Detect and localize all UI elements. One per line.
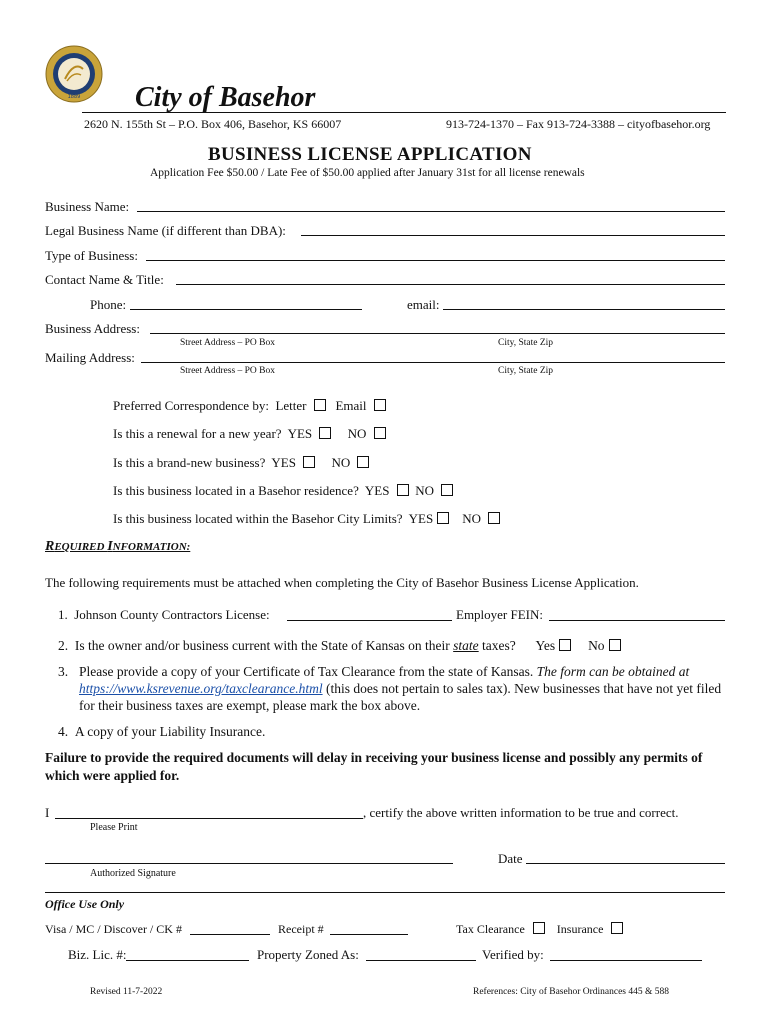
liability-insurance-text: A copy of your Liability Insurance. bbox=[74, 724, 266, 739]
visa-label: Visa / MC / Discover / CK # bbox=[45, 922, 182, 936]
phone-field[interactable] bbox=[130, 309, 362, 310]
tax-clearance-text: Please provide a copy of your Certificate of Tax Clearance from the state of Kansas. bbox=[79, 664, 534, 679]
email-field[interactable] bbox=[443, 309, 725, 310]
contractors-license-label: Johnson County Contractors License: bbox=[74, 607, 270, 622]
receipt-field[interactable] bbox=[330, 934, 408, 935]
signature-field[interactable] bbox=[45, 863, 453, 864]
svg-text:1889: 1889 bbox=[67, 94, 81, 100]
residence-yes-label: YES bbox=[364, 483, 390, 498]
correspondence-row bbox=[113, 398, 386, 414]
tax-clearance-office-label: Tax Clearance bbox=[456, 922, 525, 936]
residence-no-checkbox[interactable] bbox=[441, 484, 453, 496]
tax-clearance-link[interactable]: https://www.ksrevenue.org/taxclearance.html bbox=[79, 681, 323, 696]
city-seal-logo bbox=[45, 45, 103, 103]
date-label: Date bbox=[498, 851, 523, 866]
email-checkbox[interactable] bbox=[374, 399, 386, 411]
tax-clearance-italic: The form can be obtained at bbox=[536, 664, 690, 679]
brand-new-no-label: NO bbox=[331, 455, 351, 470]
state-tax-yes-label: Yes bbox=[535, 638, 556, 653]
state-tax-question: Is the owner and/or business current with the State of Kansas on their bbox=[74, 638, 450, 653]
authorized-signature-label: Authorized Signature bbox=[90, 868, 176, 879]
req-item-1: 1. Johnson County Contractors License: bbox=[58, 607, 270, 622]
zoned-field[interactable] bbox=[366, 960, 476, 961]
renewal-row bbox=[113, 426, 386, 442]
req-item-4: 4. A copy of your Liability Insurance. bbox=[58, 724, 266, 739]
city-limits-row bbox=[113, 511, 500, 527]
office-use-heading: Office Use Only bbox=[45, 897, 125, 911]
renewal-yes-checkbox[interactable] bbox=[319, 427, 331, 439]
certify-statement: , certify the above written information to be true and correct. bbox=[363, 805, 679, 820]
heading-rest-2: NFORMATION: bbox=[112, 541, 191, 553]
fee-note: Application Fee $50.00 / Late Fee of $50.00 applied after January 31st for all license renewals bbox=[150, 167, 585, 179]
req-item-2: 2. Is the owner and/or business current with the State of Kansas on their state taxes? Yes No bbox=[58, 637, 621, 654]
contact-name-label: Contact Name & Title: bbox=[45, 272, 164, 287]
brand-new-row bbox=[113, 455, 369, 471]
renewal-question: Is this a renewal for a new year? bbox=[113, 426, 282, 441]
insurance-office-label: Insurance bbox=[556, 922, 604, 936]
city-contact: 913-724-1370 – Fax 913-724-3388 – cityofbasehor.org bbox=[446, 117, 711, 131]
certify-i-label: I bbox=[45, 805, 50, 820]
receipt-label: Receipt # bbox=[278, 922, 324, 936]
business-city-hint: City, State Zip bbox=[498, 338, 554, 348]
contact-name-field[interactable] bbox=[176, 284, 725, 285]
legal-name-label: Legal Business Name (if different than DBA): bbox=[45, 223, 286, 238]
type-of-business-field[interactable] bbox=[146, 260, 725, 261]
mailing-address-field[interactable] bbox=[141, 362, 725, 363]
zoned-label: Property Zoned As: bbox=[257, 947, 359, 962]
biz-lic-label: Biz. Lic. #: bbox=[68, 947, 127, 962]
print-name-field[interactable] bbox=[55, 818, 363, 819]
contractors-license-field[interactable] bbox=[287, 620, 452, 621]
visa-field[interactable] bbox=[190, 934, 270, 935]
form-title: BUSINESS LICENSE APPLICATION bbox=[208, 144, 532, 165]
heading-letter-r: R bbox=[45, 539, 55, 554]
biz-lic-field[interactable] bbox=[126, 960, 249, 961]
letter-label: Letter bbox=[275, 398, 307, 413]
renewal-yes-label: YES bbox=[287, 426, 313, 441]
heading-rest-1: EQUIRED bbox=[54, 541, 108, 553]
city-address: 2620 N. 155th St – P.O. Box 406, Basehor, KS 66007 bbox=[84, 117, 342, 131]
tax-clearance-office-row bbox=[456, 922, 623, 937]
city-limits-yes-label: YES bbox=[408, 511, 434, 526]
residence-row bbox=[113, 483, 453, 499]
city-limits-no-label: NO bbox=[462, 511, 481, 526]
residence-question: Is this business located in a Basehor residence? bbox=[113, 483, 359, 498]
employer-fein-label: Employer FEIN: bbox=[456, 607, 544, 622]
revised-date: Revised 11-7-2022 bbox=[90, 987, 163, 997]
verified-field[interactable] bbox=[550, 960, 702, 961]
residence-no-label: NO bbox=[415, 483, 434, 498]
email-option-label: Email bbox=[335, 398, 367, 413]
date-field[interactable] bbox=[526, 863, 725, 864]
tax-clearance-office-checkbox[interactable] bbox=[533, 922, 545, 934]
state-tax-yes-checkbox[interactable] bbox=[559, 639, 571, 651]
tax-clearance-text-end: (this does not pertain to sales tax). New businesses that have not yet filed for their business taxes are exempt, please mark the box above. bbox=[79, 681, 722, 713]
residence-yes-checkbox[interactable] bbox=[397, 484, 409, 496]
business-street-hint: Street Address – PO Box bbox=[180, 338, 275, 348]
ordinance-references: References: City of Basehor Ordinances 445 & 588 bbox=[473, 987, 670, 997]
required-intro: The following requirements must be attached when completing the City of Basehor Business License Application. bbox=[45, 575, 639, 590]
state-word: state bbox=[453, 638, 479, 653]
business-address-label: Business Address: bbox=[45, 321, 140, 336]
letter-checkbox[interactable] bbox=[314, 399, 326, 411]
verified-label: Verified by: bbox=[482, 947, 544, 962]
failure-warning: Failure to provide the required documents will delay in receiving your business license and possibly any permits of which were applied for. bbox=[45, 750, 703, 783]
mailing-city-hint: City, State Zip bbox=[498, 366, 554, 376]
mailing-address-label: Mailing Address: bbox=[45, 350, 135, 365]
brand-new-yes-label: YES bbox=[271, 455, 296, 470]
req-item-3: 3. Please provide a copy of your Certificate of Tax Clearance from the state of Kansas. The form can be obtained at https://www.ksrevenue.org/taxclearance.html (this does not pertain to sales tax). New businesses that have not yet filed for their business taxes are exempt, please mark the box above. bbox=[58, 664, 722, 713]
brand-new-question: Is this a brand-new business? bbox=[113, 455, 266, 470]
brand-new-yes-checkbox[interactable] bbox=[303, 456, 315, 468]
state-tax-question-end: taxes? bbox=[482, 638, 516, 653]
renewal-no-label: NO bbox=[347, 426, 367, 441]
business-name-label: Business Name: bbox=[45, 199, 130, 214]
required-info-heading bbox=[45, 539, 190, 555]
city-limits-question: Is this business located within the Basehor City Limits? bbox=[113, 511, 403, 526]
correspondence-label: Preferred Correspondence by: bbox=[113, 398, 269, 413]
header-rule bbox=[82, 112, 726, 113]
city-title: City of Basehor bbox=[135, 82, 316, 113]
state-tax-no-checkbox[interactable] bbox=[609, 639, 621, 651]
state-tax-no-label: No bbox=[588, 638, 605, 653]
insurance-office-checkbox[interactable] bbox=[611, 922, 623, 934]
email-label: email: bbox=[407, 297, 440, 312]
please-print-label: Please Print bbox=[90, 822, 138, 833]
brand-new-no-checkbox[interactable] bbox=[357, 456, 369, 468]
employer-fein-field[interactable] bbox=[549, 620, 725, 621]
heading-letter-i: I bbox=[107, 539, 113, 554]
business-name-field[interactable] bbox=[137, 211, 725, 212]
city-limits-yes-checkbox[interactable] bbox=[437, 512, 449, 524]
renewal-no-checkbox[interactable] bbox=[374, 427, 386, 439]
legal-name-field[interactable] bbox=[301, 235, 725, 236]
office-divider bbox=[45, 892, 725, 893]
mailing-street-hint: Street Address – PO Box bbox=[180, 366, 275, 376]
phone-label: Phone: bbox=[90, 297, 127, 312]
city-limits-no-checkbox[interactable] bbox=[488, 512, 500, 524]
business-address-field[interactable] bbox=[150, 333, 725, 334]
type-of-business-label: Type of Business: bbox=[45, 248, 138, 263]
